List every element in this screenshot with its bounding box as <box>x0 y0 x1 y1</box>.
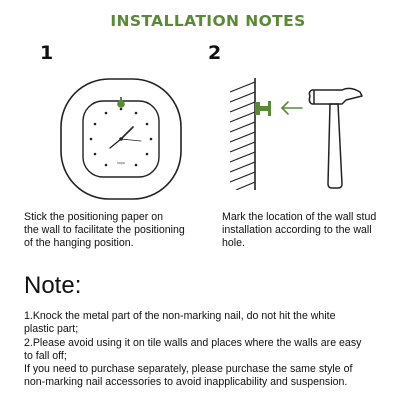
arrow-left-icon <box>282 102 302 114</box>
note-line: If you need to purchase separately, please purchase the same style of <box>24 363 353 376</box>
step-2-caption <box>222 211 376 251</box>
step-1-number: 1 <box>40 42 54 64</box>
note-line: 1.Knock the metal part of the non-marking nail, do not hit the white <box>24 310 336 322</box>
caption-line: Stick the positioning paper on <box>24 211 163 223</box>
note-line: plastic part; <box>24 323 79 336</box>
page-title: INSTALLATION NOTES <box>110 12 306 30</box>
clock-illustration <box>58 76 184 202</box>
nail-icon <box>255 101 271 116</box>
caption-line: the wall to facilitate the positioning <box>24 224 185 237</box>
note-heading: Note: <box>24 272 82 299</box>
caption-line: hole. <box>222 237 245 250</box>
caption-line: Mark the location of the wall stud <box>222 211 377 223</box>
step-2-number: 2 <box>208 42 222 64</box>
note-line: non-marking nail accessories to avoid inapplicability and suspension. <box>24 376 348 389</box>
note-line: 2.Please avoid using it on tile walls and places where the walls are easy <box>24 336 362 349</box>
clock-brand-mark: logo <box>117 161 125 165</box>
hammer-icon <box>309 88 362 188</box>
wall-icon <box>230 78 255 190</box>
caption-line: of the hanging position. <box>24 237 134 250</box>
positioning-marker <box>117 100 125 108</box>
note-list <box>24 310 404 390</box>
step-1-caption <box>24 211 185 251</box>
hammer-nail-illustration <box>222 78 372 190</box>
note-line: to fall off; <box>24 349 67 362</box>
caption-line: installation according to the wall <box>222 224 372 237</box>
